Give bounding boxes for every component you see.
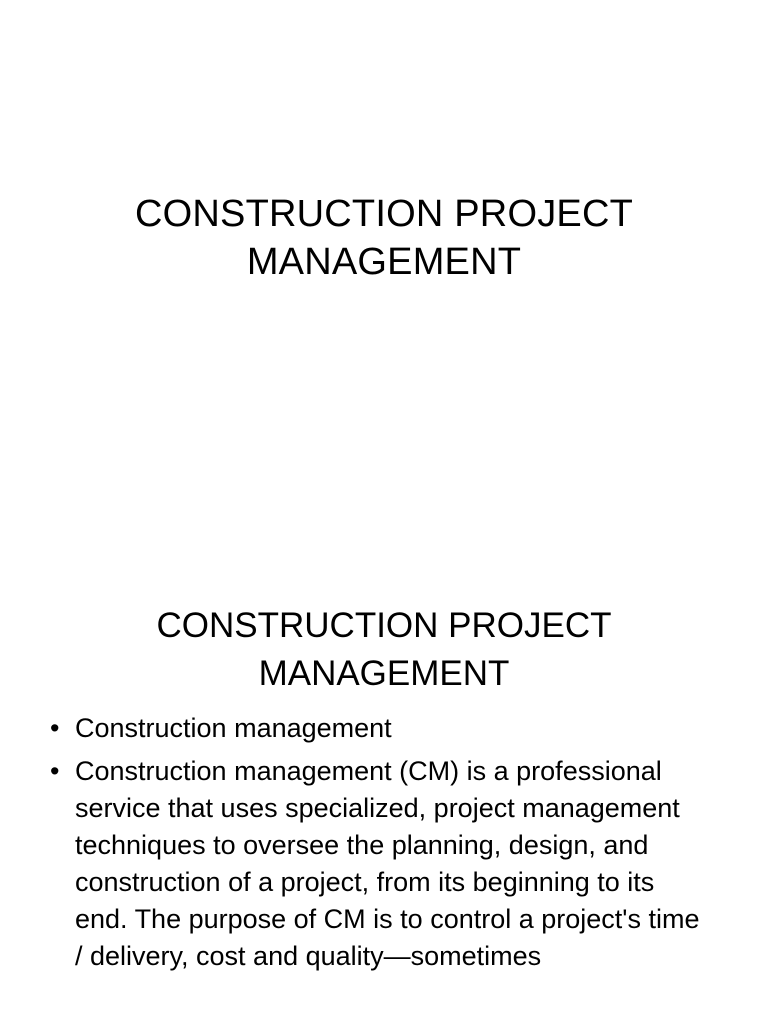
bullet-text: Construction management (CM) is a professional service that uses specialized, project management techniques to oversee the planning, design, and construction of a project, from its beginning to its end. The purpose of CM is to control a project's time / delivery, cost and quality—sometimes xyxy=(75,756,700,971)
slide-title-line-2: MANAGEMENT xyxy=(246,241,522,283)
content-title-line-1: CONSTRUCTION PROJECT xyxy=(156,606,612,645)
bullet-item xyxy=(50,710,710,747)
content-slide xyxy=(0,576,768,1024)
content-title-line-2: MANAGEMENT xyxy=(258,654,510,693)
bullet-item xyxy=(50,753,710,975)
slide-title xyxy=(0,190,768,286)
bullet-icon: • xyxy=(50,713,60,743)
bullet-list xyxy=(50,710,710,981)
slide-title-line-1: CONSTRUCTION PROJECT xyxy=(135,193,633,235)
bullet-icon: • xyxy=(50,756,60,786)
content-slide-title xyxy=(0,602,768,698)
bullet-text: Construction management xyxy=(75,713,392,743)
